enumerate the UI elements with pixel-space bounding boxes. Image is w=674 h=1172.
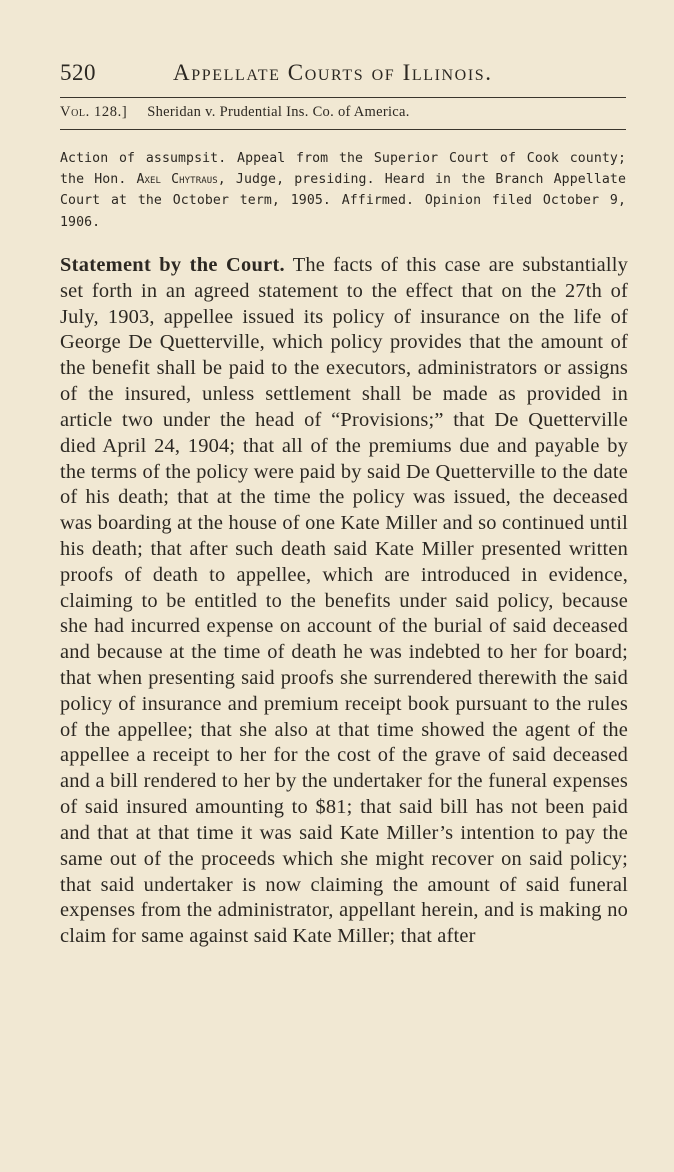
case-citation-line [60,104,580,121]
syllabus-text-start: Action of assumpsit. Appeal from the Superior Court of Cook county; the Hon. [60,151,626,188]
case-title: Sheridan v. Prudential Ins. Co. of America. [147,104,410,120]
bottom-rule [60,129,626,130]
running-title: Appellate Courts of Illinois. [173,60,493,85]
statement-heading: Statement by the Court. [60,254,285,276]
judge-name: Axel Chytraus [136,172,218,188]
syllabus-text-end: , Judge, presiding. Heard in the Branch Appellate Court at the October term, 1905. Affirmed. Opinion filed October 9, 1906. [60,172,626,230]
opinion-statement [60,253,628,950]
page-number: 520 [60,60,96,85]
case-syllabus [60,148,626,233]
top-rule [60,97,626,98]
volume-number: Vol. 128.] [60,104,128,120]
statement-body: The facts of this case are substantially set forth in an agreed statement to the effect that on the 27th of July, 1903, appellee issued its policy of insurance on the life of George De Quetterville, which policy provides that the amount of the benefit shall be paid to the executors, administrators or assigns of the insured, unless settlement shall be made as provided in article two under the head of “Provisions;” that De Quetterville died April 24, 1904; that all of the premiums due and payable by the terms of the policy were paid by said De Quetterville to the date of his death; that at the time the policy was issued, the deceased was boarding at the house of one Kate Miller and so continued until his death; that after such death said Kate Miller presented written proofs of death to appellee, which are introduced in evidence, claiming to be entitled to the benefits under said policy, because she had incurred expense on account of the burial of said deceased and because at the time of death he was indebted to her for board; that when presenting said proofs she surrendered therewith the said policy of insurance and premium receipt book pursuant to the rules of the appellee; that she also at that time showed the agent of the appellee a receipt to her for the cost of the grave of said deceased and a bill rendered to her by the undertaker for the funeral expenses of said insured amounting to $81; that said bill has not been paid and that at that time it was said Kate Miller’s intention to pay the same out of the proceeds which she might recover on said policy; that said undertaker is now claiming the amount of said funeral expenses from the administrator, appellant herein, and is making no claim for same against said Kate Miller; that after [60,254,628,948]
